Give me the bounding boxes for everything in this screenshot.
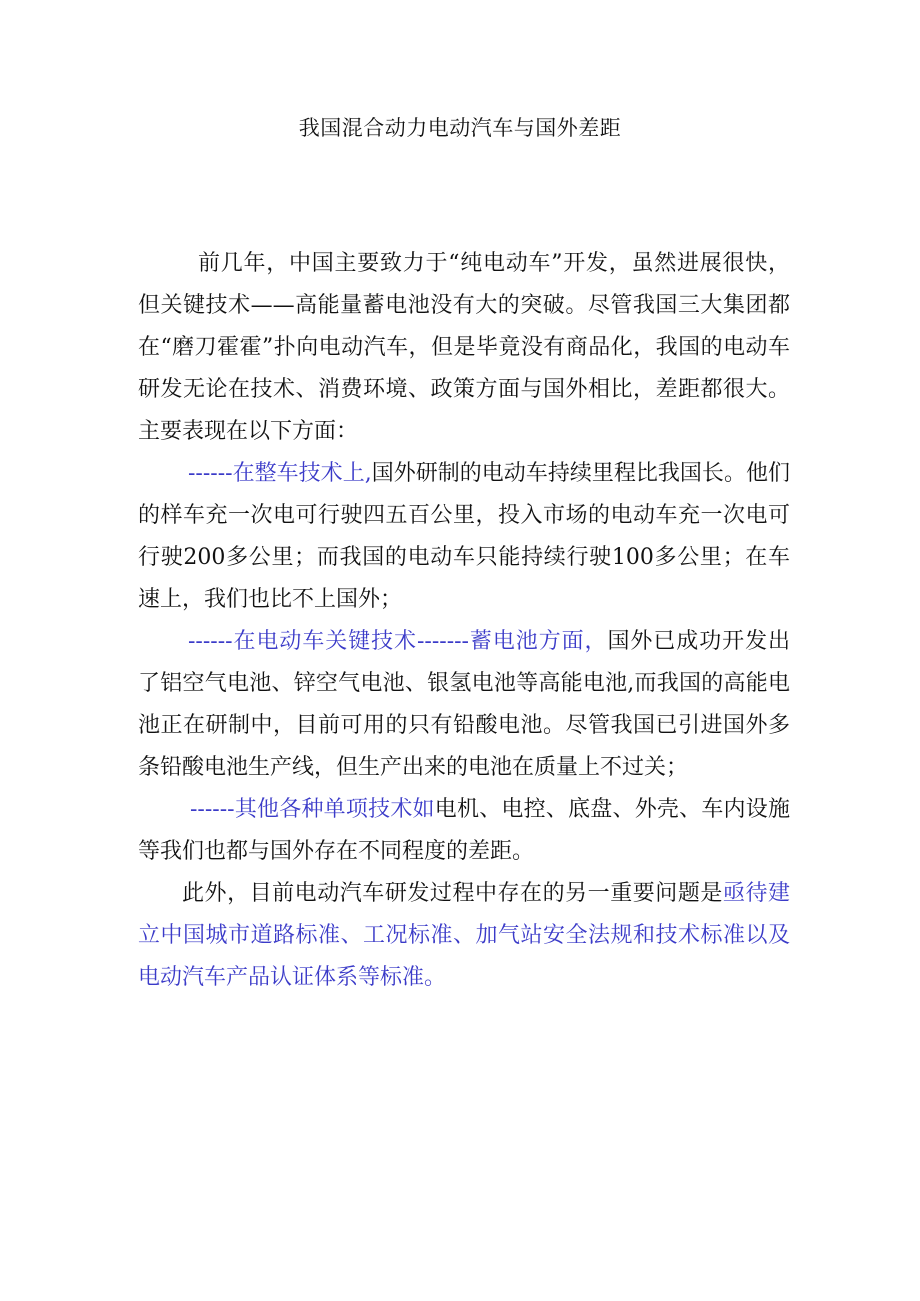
- paragraph-standards: [138, 873, 790, 999]
- highlight-standards: 亟待建立中国城市道路标准、工况标准、加气站安全法规和技术标准以及电动汽车产品认证体系等标准。: [138, 881, 790, 990]
- paragraph-battery: [138, 621, 790, 789]
- paragraph-other-tech-text: 电机、电控、底盘、外壳、车内设施等我们也都与国外存在不同程度的差距。: [138, 797, 790, 864]
- paragraph-vehicle-tech: [138, 453, 790, 621]
- document-body: [138, 243, 790, 999]
- paragraph-vehicle-tech-text: 国外研制的电动车持续里程比我国长。他们的样车充一次电可行驶四五百公里，投入市场的电动车充一次电可行驶200多公里；而我国的电动车只能持续行驶100多公里；在车速上，我们也比不上国外；: [138, 461, 790, 612]
- paragraph-intro: [138, 243, 790, 453]
- paragraph-standards-text: 此外，目前电动汽车研发过程中存在的另一重要问题是: [182, 881, 723, 906]
- paragraph-other-tech: [138, 789, 790, 873]
- paragraph-battery-text: 国外已成功开发出了铝空气电池、锌空气电池、银氢电池等高能电池,而我国的高能电池正在研制中，目前可用的只有铅酸电池。尽管我国已引进国外多条铅酸电池生产线，但生产出来的电池在质量上不过关；: [138, 629, 790, 780]
- highlight-other-tech: ------其他各种单项技术如: [190, 797, 435, 822]
- paragraph-intro-text: 前几年，中国主要致力于“纯电动车”开发，虽然进展很快，但关键技术——高能量蓄电池没有大的突破。尽管我国三大集团都在“磨刀霍霍”扑向电动汽车，但是毕竟没有商品化，我国的电动车研发无论在技术、消费环境、政策方面与国外相比，差距都很大。主要表现在以下方面：: [138, 251, 790, 444]
- highlight-vehicle-tech: ------在整车技术上,: [188, 461, 372, 486]
- highlight-battery: ------在电动车关键技术-------蓄电池方面，: [188, 629, 608, 654]
- document-title: 我国混合动力电动汽车与国外差距: [298, 116, 622, 140]
